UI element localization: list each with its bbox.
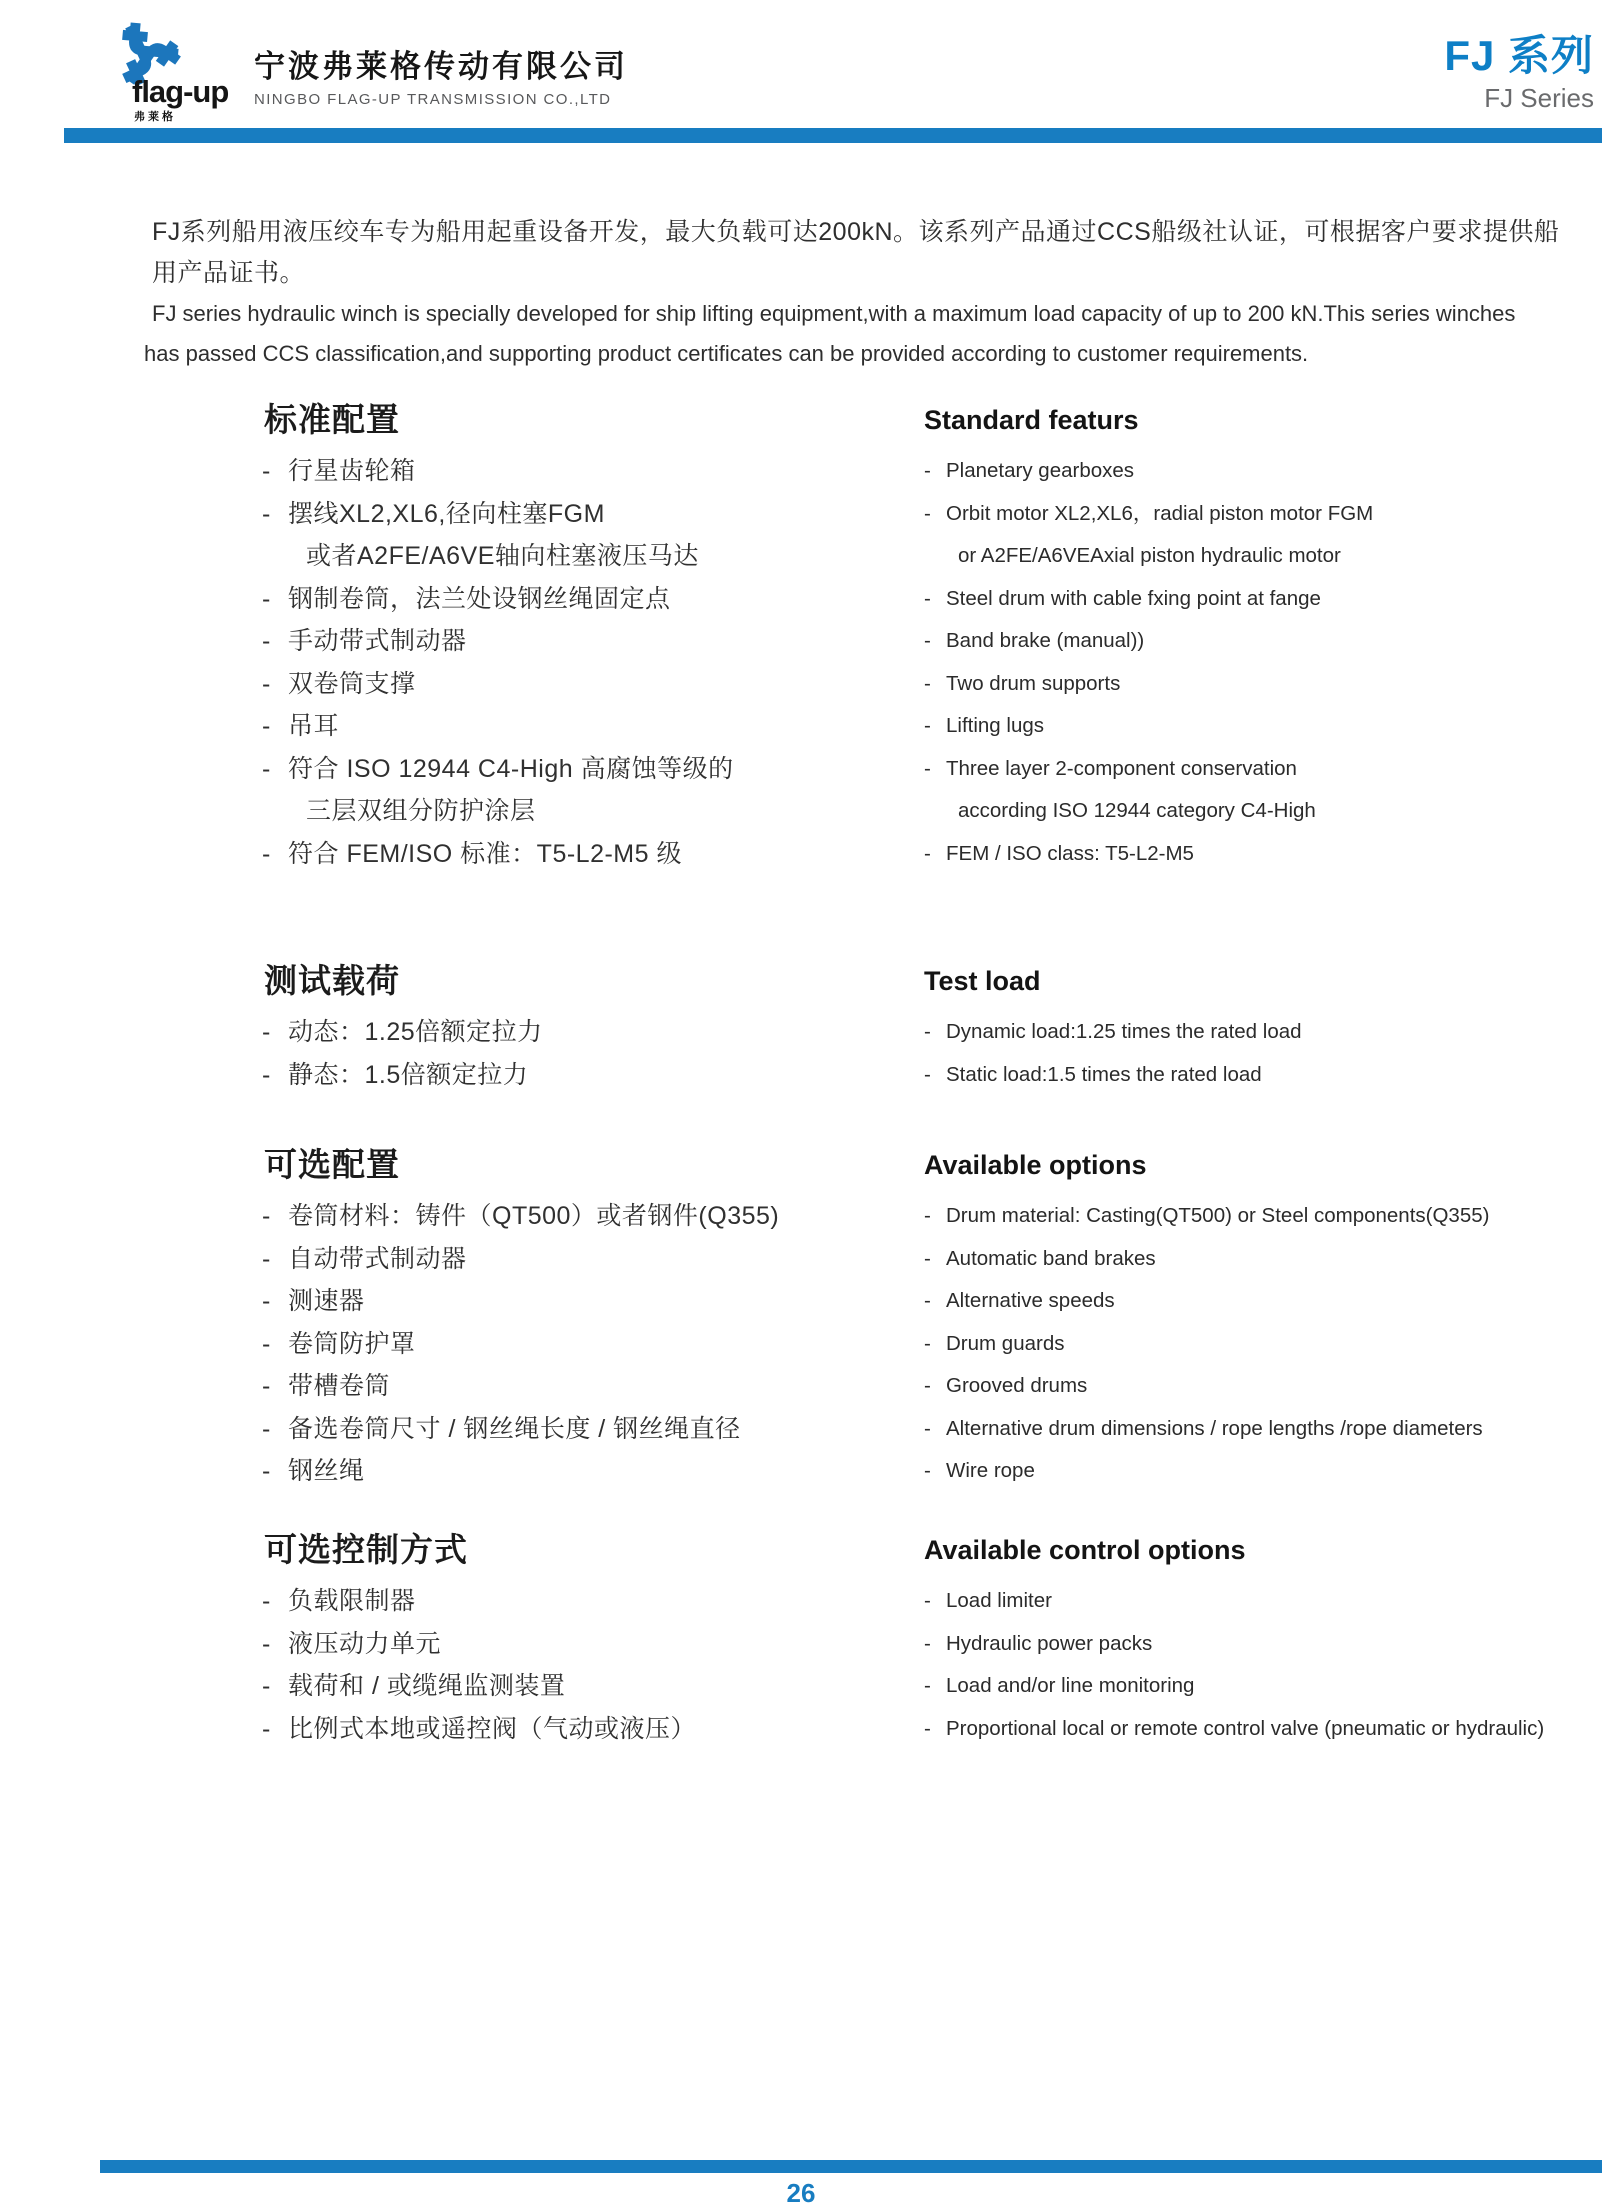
company-name-block <box>254 50 628 108</box>
list-item-text: Alternative drum dimensions / rope lengths /rope diameters <box>946 1416 1483 1440</box>
section-items-cn <box>262 450 924 875</box>
list-item-text: 符合 FEM/ISO 标准：T5-L2-M5 级 <box>288 839 682 868</box>
bullet-dash: - <box>924 586 931 610</box>
list-item-text: Planetary gearboxes <box>946 459 1135 482</box>
list-item-text: 钢制卷筒，法兰处设钢丝绳固定点 <box>288 584 671 613</box>
bullet-dash: - <box>924 1459 931 1482</box>
bullet-dash: - <box>924 1416 931 1440</box>
bullet-dash: - <box>924 1204 931 1227</box>
list-item-text: 三层双组分防护涂层 <box>306 797 536 825</box>
list-item-text: 比例式本地或遥控阀（气动或液压） <box>288 1714 697 1743</box>
bullet-dash: - <box>924 1246 931 1270</box>
bullet-dash: - <box>262 754 271 783</box>
list-item-text: Two drum supports <box>946 671 1121 695</box>
section-items-cn <box>262 1011 924 1096</box>
list-item <box>924 1365 1572 1408</box>
list-item <box>924 1708 1572 1751</box>
list-item-text: Automatic band brakes <box>946 1246 1156 1270</box>
bullet-dash: - <box>262 1060 271 1089</box>
list-item-text: 静态：1.5倍额定拉力 <box>288 1060 529 1089</box>
list-item-text: Hydraulic power packs <box>946 1631 1153 1655</box>
bullet-dash: - <box>262 712 271 740</box>
bullet-dash: - <box>924 714 931 737</box>
list-item <box>262 1054 924 1097</box>
list-item-text: 自动带式制动器 <box>288 1244 467 1273</box>
list-item <box>262 1238 924 1281</box>
section-items-cn <box>262 1580 924 1750</box>
list-item-text: 液压动力单元 <box>288 1629 442 1658</box>
list-item <box>924 1580 1572 1623</box>
list-item <box>924 620 1572 663</box>
list-item <box>262 790 924 833</box>
list-item <box>262 705 924 748</box>
list-item <box>924 748 1572 791</box>
section-title-cn: 标准配置 <box>264 401 400 438</box>
bullet-dash <box>262 535 288 578</box>
section-items-en <box>924 450 1572 875</box>
list-item <box>262 1323 924 1366</box>
list-item <box>924 493 1572 536</box>
list-item-text: Proportional local or remote control valve (pneumatic or hydraulic) <box>946 1716 1545 1740</box>
list-item <box>262 833 924 876</box>
section-test-load <box>262 963 1572 1096</box>
list-item <box>924 1054 1572 1097</box>
list-item-text: 双卷筒支撑 <box>288 669 416 698</box>
bullet-dash: - <box>924 629 931 652</box>
page-number: 26 <box>786 2178 816 2208</box>
list-item <box>924 705 1572 748</box>
bullet-dash: - <box>262 669 271 698</box>
list-item-text: 动态：1.25倍额定拉力 <box>288 1018 543 1046</box>
bullet-dash <box>924 790 946 833</box>
list-item <box>262 1408 924 1451</box>
list-item-text: Load and/or line monitoring <box>946 1674 1195 1697</box>
list-item-text: Grooved drums <box>946 1374 1088 1397</box>
section-items-en <box>924 1011 1572 1096</box>
bullet-dash: - <box>924 1374 931 1397</box>
logo-brand-cn-text: 弗莱格 <box>134 111 176 123</box>
list-item-text: Lifting lugs <box>946 714 1045 737</box>
bullet-dash: - <box>262 1372 271 1400</box>
list-item <box>262 535 924 578</box>
bullet-dash: - <box>924 1631 931 1655</box>
section-standard-features <box>262 402 1572 875</box>
intro-paragraph <box>144 212 1564 374</box>
section-title-en: Available control options <box>924 1535 1246 1565</box>
list-item <box>924 790 1572 833</box>
section-title-en: Available options <box>924 1150 1147 1180</box>
list-item-text: Alternative speeds <box>946 1289 1115 1312</box>
section-items-cn <box>262 1195 924 1493</box>
list-item-text: Band brake (manual)) <box>946 629 1145 652</box>
bullet-dash: - <box>924 756 931 780</box>
list-item-text: 符合 ISO 12944 C4-High 高腐蚀等级的 <box>288 754 734 783</box>
bullet-dash: - <box>262 1457 271 1485</box>
list-item-text: 或者A2FE/A6VE轴向柱塞液压马达 <box>306 542 699 570</box>
bullet-dash: - <box>924 1331 931 1355</box>
bullet-dash <box>924 535 946 578</box>
list-item-text: Drum material: Casting(QT500) or Steel components(Q355) <box>946 1204 1490 1227</box>
section-items-en <box>924 1195 1572 1493</box>
list-item-text: Orbit motor XL2,XL6，radial piston motor FGM <box>946 501 1374 525</box>
list-item-text: 卷筒防护罩 <box>288 1329 416 1358</box>
company-name-en: NINGBO FLAG-UP TRANSMISSION CO.,LTD <box>254 91 612 108</box>
list-item-text: 带槽卷筒 <box>288 1372 391 1400</box>
bullet-dash: - <box>262 1414 271 1443</box>
list-item <box>262 663 924 706</box>
list-item <box>924 1665 1572 1708</box>
list-item <box>924 663 1572 706</box>
list-item-text: Static load:1.5 times the rated load <box>946 1062 1262 1086</box>
list-item-text: Steel drum with cable fxing point at fange <box>946 586 1321 610</box>
list-item <box>262 1450 924 1493</box>
bullet-dash <box>262 790 288 833</box>
section-available-options <box>262 1147 1572 1493</box>
section-title-cn: 可选控制方式 <box>264 1531 468 1568</box>
list-item <box>262 578 924 621</box>
bullet-dash: - <box>924 459 931 482</box>
section-available-control-options <box>262 1532 1572 1750</box>
list-item <box>924 535 1572 578</box>
bullet-dash: - <box>924 1289 931 1312</box>
list-item <box>924 450 1572 493</box>
list-item <box>262 1195 924 1238</box>
series-title-block <box>1444 32 1594 113</box>
list-item-text: Wire rope <box>946 1459 1035 1482</box>
bullet-dash: - <box>262 1329 271 1358</box>
list-item-text: 卷筒材料：铸件（QT500）或者钢件(Q355) <box>288 1202 780 1230</box>
bullet-dash: - <box>262 1714 271 1743</box>
company-name-cn: 宁波弗莱格传动有限公司 <box>254 49 628 84</box>
list-item-text: or A2FE/A6VEAxial piston hydraulic motor <box>958 544 1341 567</box>
list-item <box>262 1623 924 1666</box>
list-item-text: Drum guards <box>946 1331 1065 1355</box>
bullet-dash: - <box>262 1244 271 1273</box>
list-item <box>262 493 924 536</box>
list-item-text: Three layer 2-component conservation <box>946 756 1297 780</box>
list-item <box>262 1011 924 1054</box>
section-title-en: Test load <box>924 966 1041 996</box>
bullet-dash: - <box>262 457 271 485</box>
intro-line-en-1: FJ series hydraulic winch is specially developed for ship lifting equipment,with a maximum load capacity of up to 200 kN.This series winches <box>152 301 1516 326</box>
list-item <box>924 1280 1572 1323</box>
bullet-dash: - <box>924 501 931 525</box>
list-item <box>262 1280 924 1323</box>
bullet-dash: - <box>262 1587 271 1615</box>
bullet-dash: - <box>924 1716 931 1740</box>
list-item-text: 测速器 <box>288 1287 365 1315</box>
bullet-dash: - <box>262 1672 271 1700</box>
section-title-cn: 测试载荷 <box>264 962 400 999</box>
series-title-cn: FJ 系列 <box>1444 32 1594 79</box>
footer-divider-bar <box>100 2160 1602 2173</box>
list-item <box>924 1623 1572 1666</box>
bullet-dash: - <box>924 671 931 695</box>
list-item <box>924 1450 1572 1493</box>
bullet-dash: - <box>924 1674 931 1697</box>
bullet-dash: - <box>262 499 271 528</box>
section-title-cn: 可选配置 <box>264 1146 400 1183</box>
bullet-dash: - <box>924 1589 931 1612</box>
bullet-dash: - <box>262 1018 271 1046</box>
list-item-text: 备选卷筒尺寸 / 钢丝绳长度 / 钢丝绳直径 <box>288 1414 741 1443</box>
bullet-dash: - <box>924 1020 931 1043</box>
bullet-dash: - <box>924 841 931 865</box>
list-item <box>924 1011 1572 1054</box>
list-item <box>924 1408 1572 1451</box>
list-item-text: 行星齿轮箱 <box>288 457 416 485</box>
list-item <box>262 1365 924 1408</box>
list-item <box>262 1708 924 1751</box>
bullet-dash: - <box>262 584 271 613</box>
section-items-en <box>924 1580 1572 1750</box>
series-title-en: FJ Series <box>1484 83 1594 113</box>
list-item <box>924 833 1572 876</box>
bullet-dash: - <box>262 1287 271 1315</box>
intro-line-cn: FJ系列船用液压绞车专为船用起重设备开发，最大负载可达200kN。该系列产品通过CCS船级社认证，可根据客户要求提供船用产品证书。 <box>152 218 1560 287</box>
section-title-en: Standard featurs <box>924 405 1139 435</box>
list-item <box>262 450 924 493</box>
list-item <box>262 1665 924 1708</box>
bullet-dash: - <box>262 627 271 655</box>
list-item-text: Dynamic load:1.25 times the rated load <box>946 1020 1302 1043</box>
list-item-text: 吊耳 <box>288 712 340 740</box>
list-item-text: 钢丝绳 <box>288 1457 365 1485</box>
bullet-dash: - <box>262 1629 271 1658</box>
bullet-dash: - <box>262 839 271 868</box>
list-item <box>924 578 1572 621</box>
header-divider-bar <box>64 128 1602 143</box>
list-item-text: Load limiter <box>946 1589 1052 1612</box>
bullet-dash: - <box>924 1062 931 1086</box>
bullet-dash: - <box>262 1202 271 1230</box>
list-item <box>262 748 924 791</box>
list-item <box>924 1323 1572 1366</box>
list-item-text: 手动带式制动器 <box>288 627 467 655</box>
list-item <box>924 1238 1572 1281</box>
list-item-text: 载荷和 / 或缆绳监测装置 <box>288 1672 566 1700</box>
list-item <box>924 1195 1572 1238</box>
list-item-text: 负载限制器 <box>288 1587 416 1615</box>
intro-line-en-2: has passed CCS classification,and supporting product certificates can be provided according to customer requirements. <box>144 341 1309 366</box>
list-item-text: 摆线XL2,XL6,径向柱塞FGM <box>288 499 605 528</box>
list-item <box>262 620 924 663</box>
list-item-text: according ISO 12944 category C4-High <box>958 799 1316 822</box>
list-item-text: FEM / ISO class: T5-L2-M5 <box>946 841 1194 865</box>
logo-brand-text: flag-up <box>132 74 229 109</box>
list-item <box>262 1580 924 1623</box>
